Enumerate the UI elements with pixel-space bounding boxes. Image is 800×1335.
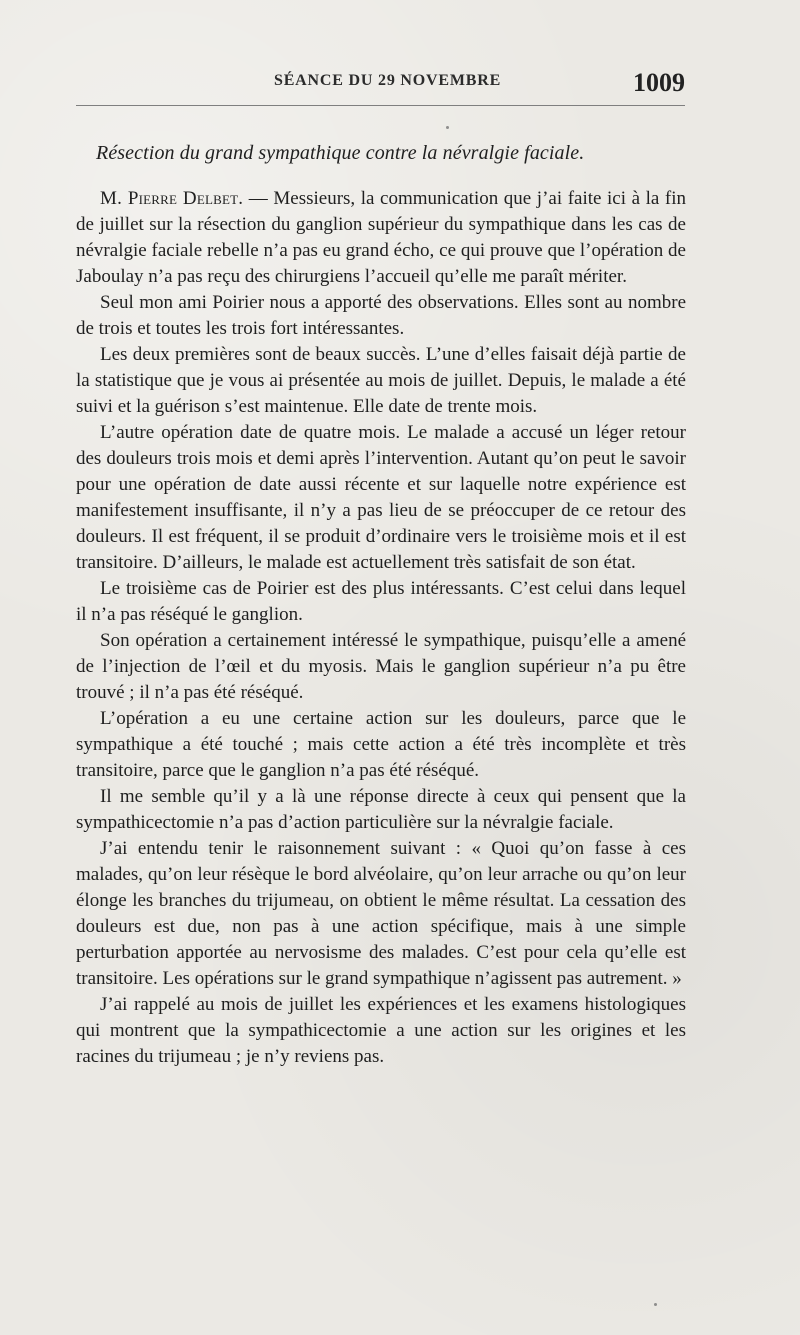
paragraph-5: Le troisième cas de Poirier est des plus intéressants. C’est celui dans lequel il n’a pas réséqué le ganglion. <box>76 578 686 625</box>
paragraph-3: Les deux premières sont de beaux succès. L’une d’elles faisait déjà partie de la statistique que je vous ai présentée au mois de juillet. Depuis, le malade a été suivi et la guérison s’est maintenue. Elle date de trente mois. <box>76 344 686 417</box>
page-number: 1009 <box>633 68 685 97</box>
paragraph-10: J’ai rappelé au mois de juillet les expériences et les examens histologiques qui montrent que la sympathicectomie a une action sur les origines et les racines du trijumeau ; je n’y reviens pas. <box>76 994 686 1067</box>
paper-speck-1 <box>446 126 449 129</box>
paper-speck-2 <box>654 1303 657 1306</box>
section-title: Résection du grand sympathique contre la névralgie faciale. <box>96 142 585 164</box>
paragraph-4: L’autre opération date de quatre mois. Le malade a accusé un léger retour des douleurs trois mois et demi après l’intervention. Autant qu’on peut le savoir pour une opération de date aussi récente et sur laquelle notre expérience est manifestement insuffisante, il n’y a pas lieu de se préoccuper de ce retour des douleurs. Il est fréquent, il se produit d’ordinaire vers le troisième mois et il est transitoire. D’ailleurs, le malade est actuellement très satisfait de son état. <box>76 422 686 573</box>
paragraph-9: J’ai entendu tenir le raisonnement suivant : « Quoi qu’on fasse à ces malades, qu’on leur résèque le bord alvéolaire, qu’on leur arrache ou qu’on leur élonge les branches du trijumeau, on obtient le même résultat. La cessation des douleurs est due, non pas à une action spécifique, mais à une simple perturbation apportée au nervosisme des malades. C’est pour cela qu’elle est transitoire. Les opérations sur le grand sympathique n’agissent pas autrement. » <box>76 838 686 989</box>
paragraph-8: Il me semble qu’il y a là une réponse directe à ceux qui pensent que la sympathicectomie n’a pas d’action particulière sur la névralgie faciale. <box>76 786 686 833</box>
running-title: SÉANCE DU 29 NOVEMBRE <box>274 72 502 89</box>
running-head <box>76 70 685 98</box>
body-text <box>76 186 686 1070</box>
speaker-name: M. Pierre Delbet. <box>100 188 244 209</box>
header-rule <box>76 105 685 106</box>
paragraph-6: Son opération a certainement intéressé le sympathique, puisqu’elle a amené de l’injection de l’œil et du myosis. Mais le ganglion supérieur n’a pu être trouvé ; il n’a pas été réséqué. <box>76 630 686 703</box>
paragraph-7: L’opération a eu une certaine action sur les douleurs, parce que le sympathique a été touché ; mais cette action a été très incomplète et très transitoire, parce que le ganglion n’a pas été réséqué. <box>76 708 686 781</box>
paragraph-2: Seul mon ami Poirier nous a apporté des observations. Elles sont au nombre de trois et toutes les trois fort intéressantes. <box>76 292 686 339</box>
paragraph-1 <box>76 186 686 290</box>
paragraph-1-text: — Messieurs, la communication que j’ai faite ici à la fin de juillet sur la résection du ganglion supérieur du sympathique dans les cas de névralgie faciale rebelle n’a pas eu grand écho, ce qui prouve que l’opération de Jaboulay n’a pas reçu des chirurgiens l’accueil qu’elle me paraît mériter. <box>76 188 686 287</box>
